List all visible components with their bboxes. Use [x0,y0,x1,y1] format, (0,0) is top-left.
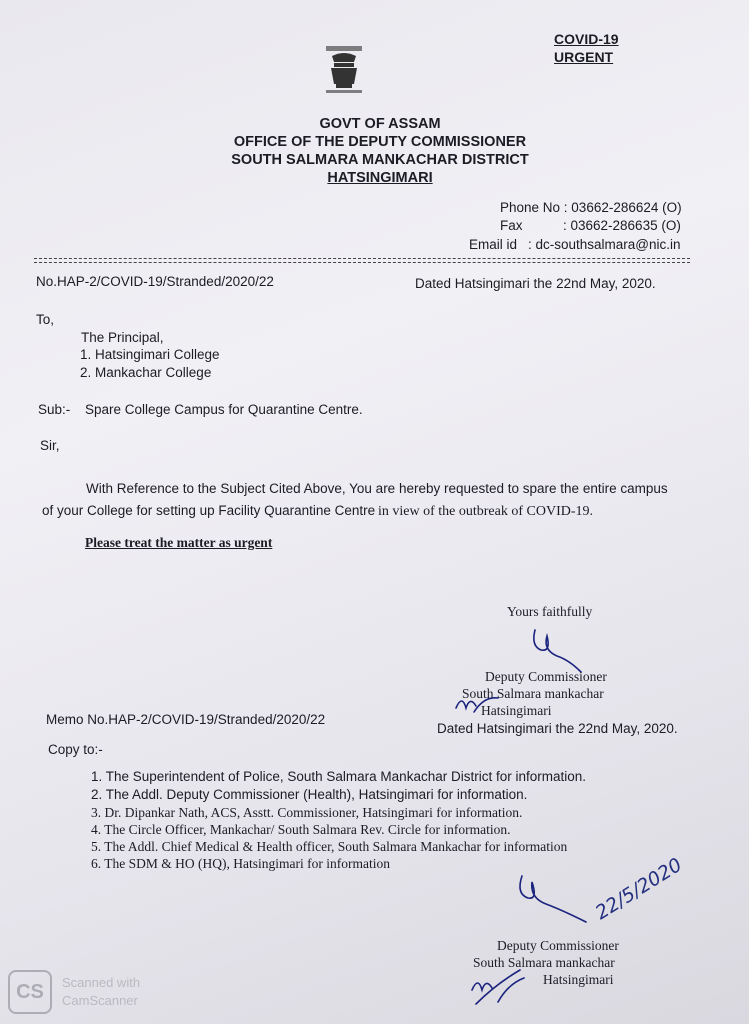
memo-number: Memo No.HAP-2/COVID-19/Stranded/2020/22 [46,712,326,727]
copy-item-3: 3. Dr. Dipankar Nath, ACS, Asstt. Commissioner, Hatsingimari for information. [91,805,523,820]
subject-label: Sub:- [38,402,71,417]
state-emblem-icon [318,46,370,116]
sig1-district: South Salmara mankachar [462,686,604,701]
sig2-place: Hatsingimari [543,972,614,987]
address-college-1: 1. Hatsingimari College [80,347,220,362]
sig2-title: Deputy Commissioner [497,938,619,953]
address-college-2: 2. Mankachar College [80,365,212,380]
email-value[interactable]: : dc-southsalmara@nic.in [528,237,681,252]
header-govt: GOVT OF ASSAM [319,116,441,132]
subject-text: Spare College Campus for Quarantine Centre. [85,402,363,417]
copy-item-4: 4. The Circle Officer, Mankachar/ South Salmara Rev. Circle for information. [91,822,511,837]
watermark-line-2: CamScanner [62,993,138,1008]
address-principal: The Principal, [81,330,164,345]
closing: Yours faithfully [507,604,593,619]
urgent-note: Please treat the matter as urgent [85,535,273,550]
watermark-line-1: Scanned with [62,975,141,990]
copy-to-label: Copy to:- [48,742,103,757]
reference-date: Dated Hatsingimari the 22nd May, 2020. [415,276,656,291]
memo-date: Dated Hatsingimari the 22nd May, 2020. [437,721,678,736]
body-line-1: With Reference to the Subject Cited Above, You are hereby requested to spare the entire campus [86,481,668,496]
address-to: To, [36,312,55,327]
copy-item-5: 5. The Addl. Chief Medical & Health officer, South Salmara Mankachar for information [91,839,568,854]
reference-number: No.HAP-2/COVID-19/Stranded/2020/22 [36,274,274,289]
email-label: Email id [469,237,518,252]
sig1-title: Deputy Commissioner [485,669,607,684]
camscanner-logo-icon: CS [8,970,52,1014]
sig1-place: Hatsingimari [481,703,552,718]
header-place: HATSINGIMARI [327,170,433,186]
signature-1 [525,620,595,675]
initials-1 [452,688,512,722]
copy-item-1: 1. The Superintendent of Police, South Salmara Mankachar District for information. [91,769,586,784]
header-separator [34,258,690,263]
copy-item-6: 6. The SDM & HO (HQ), Hatsingimari for information [91,856,390,871]
body-line-2b: in view of the outbreak of COVID-19. [378,504,594,519]
signature-2 [508,866,608,926]
initials-2 [468,962,548,1012]
fax-value: : 03662-286635 (O) [563,218,681,233]
handwritten-date: 22/5/2020 [591,853,686,925]
phone-line: Phone No : 03662-286624 (O) [500,200,682,215]
covid-label: COVID-19 [554,31,619,47]
header-office: OFFICE OF THE DEPUTY COMMISSIONER [233,134,527,150]
header-district: SOUTH SALMARA MANKACHAR DISTRICT [231,152,529,168]
sig2-district: South Salmara mankachar [473,955,615,970]
urgent-label: URGENT [554,49,614,65]
salutation: Sir, [40,438,60,453]
body-line-2a: of your College for setting up Facility Quarantine Centre [42,503,376,518]
copy-item-2: 2. The Addl. Deputy Commissioner (Health), Hatsingimari for information. [91,787,528,802]
fax-label: Fax [500,218,523,233]
